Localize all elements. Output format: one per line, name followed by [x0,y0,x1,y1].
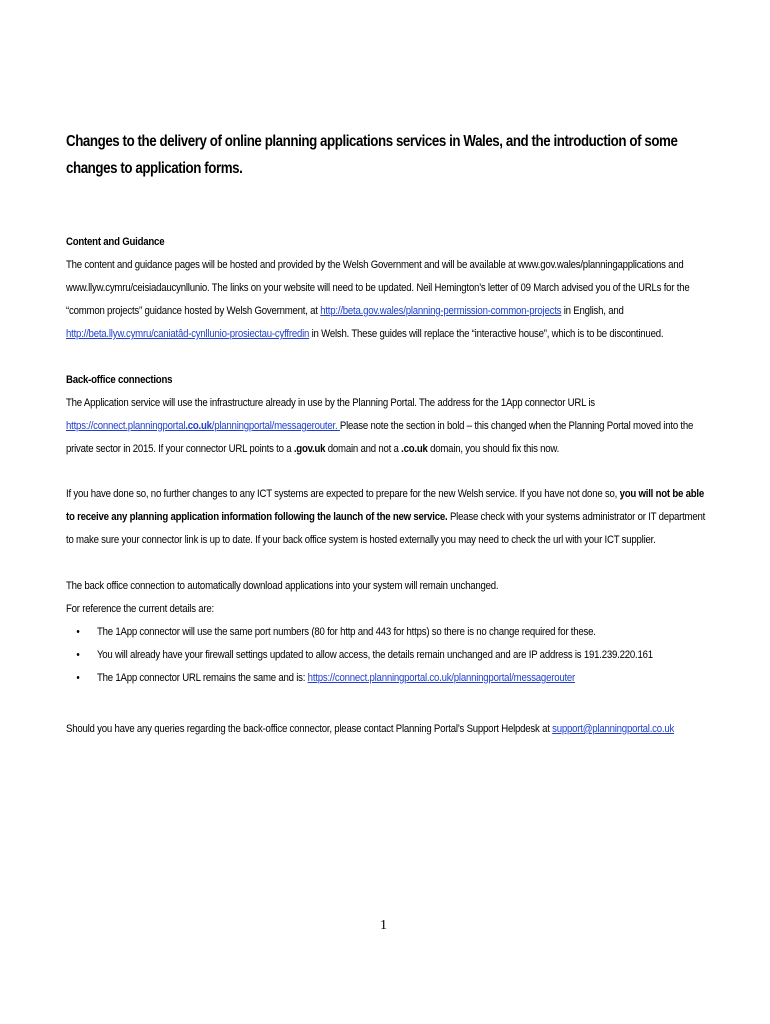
support-email-link[interactable]: support@planningportal.co.uk [552,723,675,735]
back-office-details [66,575,706,690]
back-office-paragraph-4: For reference the current details are: [66,603,214,615]
list-item [66,667,706,690]
bullet-glyph: • [76,649,80,661]
back-office-paragraph-3: The back office connection to automatically download applications into your system will remain unchanged. [66,580,499,592]
back-office-text-5: If you have done so, no further changes to any ICT systems are expected to prepare for the new Welsh service. If you have not done so, [66,488,620,500]
back-office-paragraph-1 [66,392,706,461]
content-guidance-section [66,231,706,346]
connector-url-link-2[interactable]: https://connect.planningportal.co.uk/planningportal/messagerouter [307,672,576,684]
page-number: 1 [380,918,387,933]
back-office-text-3: domain and not a [325,443,402,455]
back-office-text-1: The Application service will use the infrastructure already in use by the Planning Portal. The address for the 1App connector URL is [66,397,595,409]
common-projects-english-link[interactable]: http://beta.gov.wales/planning-permission-common-projects [320,305,562,317]
back-office-text-6: Please check with your systems administrator or IT department to make sure your connector link is up to date. If your back office system is hosted externally you may need to check the url with your ICT supplier. [66,511,706,546]
document-title: Changes to the delivery of online planning applications services in Wales, and the introduction of some changes to application forms. [66,133,678,177]
support-text: Should you have any queries regarding the back-office connector, please contact Planning Portal’s Support Helpdesk at [66,723,553,735]
bullet-glyph: • [76,672,80,684]
content-guidance-paragraph [66,254,706,346]
connector-url-part-1: https://connect.planningportal [66,420,186,432]
support-paragraph [66,718,706,741]
back-office-warning-bold: you will not be able to receive any planning application information following the launch of the new service. [66,488,705,523]
bullet-glyph: • [76,626,80,638]
connector-url-part-2: /planningportal/messagerouter. [211,420,340,432]
back-office-text-2: Please note the section in bold – this changed when the Planning Portal moved into the private sector in 2015. If your connector URL points to a [66,420,694,455]
content-text-1: The content and guidance pages will be hosted and provided by the Welsh Government and will be available at www.gov.wales/planningapplications and www.llyw.cymru/ceisiadaucynllunio. The links on your website will need to be updated. Neil Hemington’s letter of 09 March advised you of the URLs for the “common projects” guidance hosted by Welsh Government, at [66,259,690,317]
back-office-paragraph-2 [66,483,706,552]
list-item [66,644,706,667]
content-guidance-heading: Content and Guidance [66,236,165,248]
content-text-3: in Welsh. These guides will replace the “interactive house”, which is to be discontinued. [309,328,664,340]
connector-url-part-bold: .co.uk [185,420,212,432]
list-item [66,621,706,644]
bullet-text: You will already have your firewall settings updated to allow access, the details remain unchanged and are IP address is 191.239.220.161 [96,649,653,661]
bullet-text: The 1App connector URL remains the same and is: [96,672,308,684]
details-list [66,621,706,690]
bullet-text: The 1App connector will use the same port numbers (80 for http and 443 for https) so there is no change required for these. [96,626,596,638]
back-office-heading: Back-office connections [66,374,173,386]
gov-uk-bold: .gov.uk [293,443,326,455]
back-office-section [66,369,706,461]
connector-url-link[interactable] [66,420,340,432]
back-office-text-4: domain, you should fix this now. [427,443,560,455]
content-text-2: in English, and [561,305,624,317]
common-projects-welsh-link[interactable]: http://beta.llyw.cymru/caniatâd-cynllunio-prosiectau-cyffredin [66,328,310,340]
co-uk-bold: .co.uk [401,443,428,455]
